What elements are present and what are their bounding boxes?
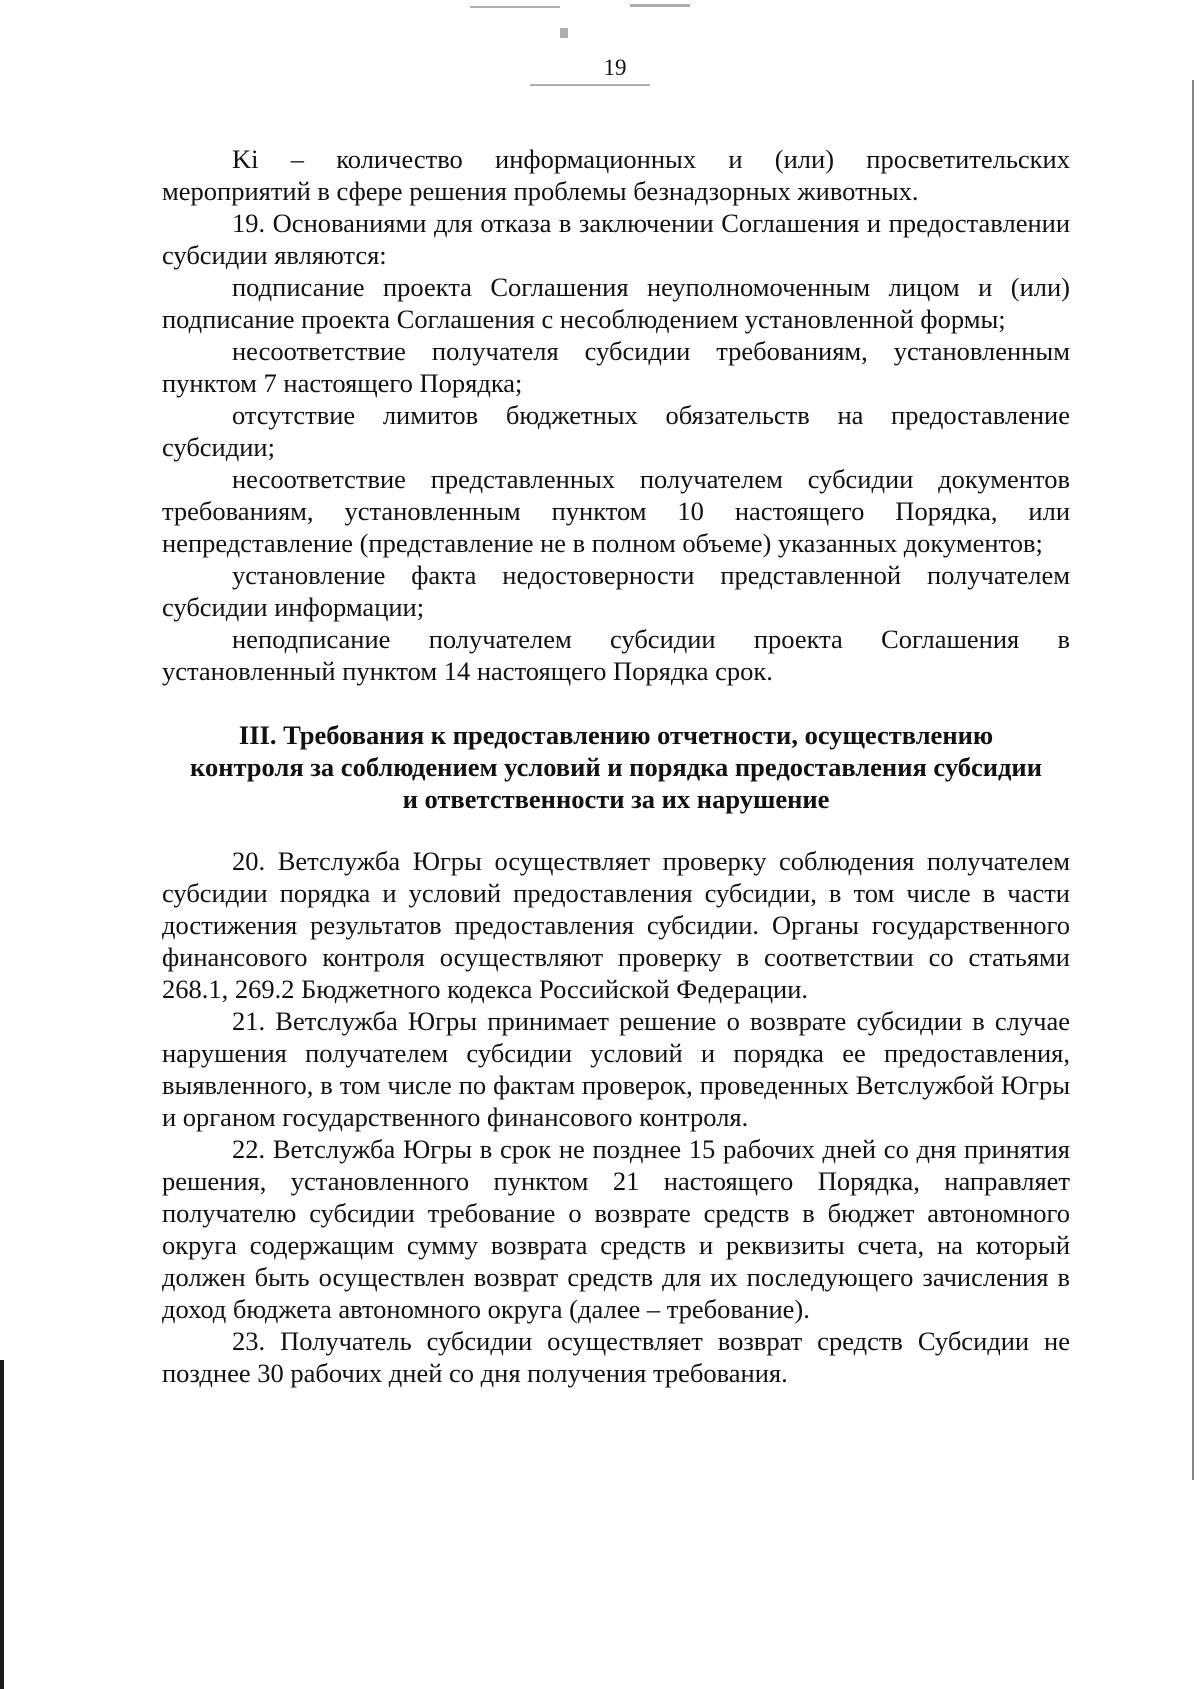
paragraph-20: 20. Ветслужба Югры осуществляет проверку соблюдения получателем субсидии порядка и условий предоставления субсидии, в том числе в части достижения результатов предоставления субсидии. Органы государственного финансового контроля осуществляют проверку в соответствии со статьями 268.1, 269.2 Бюджетного кодекса Российской Федерации. [162, 846, 1070, 1004]
section-heading-line: III. Требования к предоставлению отчетности, осуществлению [238, 720, 994, 750]
section-heading-line: и ответственности за их нарушение [402, 784, 830, 814]
paragraph-19: 19. Основаниями для отказа в заключении Соглашения и предоставлении субсидии являются: [162, 208, 1070, 270]
paragraph-refusal-reason: подписание проекта Соглашения неуполномоченным лицом и (или) подписание проекта Соглашения с несоблюдением установленной формы; [162, 272, 1070, 334]
scan-edge-right [1192, 80, 1194, 1480]
paragraph-ki-definition: Ki – количество информационных и (или) просветительских мероприятий в сфере решения проблемы безнадзорных животных. [162, 144, 1070, 206]
section-heading [162, 719, 1070, 815]
scan-speck [560, 28, 568, 38]
scan-edge-left [0, 1360, 4, 1689]
paragraph-refusal-reason: неподписание получателем субсидии проекта Соглашения в установленный пунктом 14 настоящего Порядка срок. [162, 624, 1070, 686]
scan-speck [630, 4, 690, 7]
paragraph-refusal-reason: установление факта недостоверности представленной получателем субсидии информации; [162, 560, 1070, 622]
scan-speck [470, 6, 560, 8]
section-heading-line: контроля за соблюдением условий и порядка предоставления субсидии [190, 752, 1042, 782]
paragraph-23: 23. Получатель субсидии осуществляет возврат средств Субсидии не позднее 30 рабочих дней со дня получения требования. [162, 1326, 1070, 1388]
page-number: 19 [603, 55, 627, 80]
paragraph-21: 21. Ветслужба Югры принимает решение о возврате субсидии в случае нарушения получателем субсидии условий и порядка ее предоставления, выявленного, в том числе по фактам проверок, проведенных Ветслужбой Югры и органом государственного финансового контроля. [162, 1006, 1070, 1132]
paragraph-22: 22. Ветслужба Югры в срок не позднее 15 рабочих дней со дня принятия решения, установленного пунктом 21 настоящего Порядка, направляет получателю субсидии требование о возврате средств в бюджет автономного округа содержащим сумму возврата средств и реквизиты счета, на который должен быть осуществлен возврат средств для их последующего зачисления в доход бюджета автономного округа (далее – требование). [162, 1134, 1070, 1324]
paragraph-refusal-reason: несоответствие представленных получателем субсидии документов требованиям, установленным пунктом 10 настоящего Порядка, или непредставление (представление не в полном объеме) указанных документов; [162, 464, 1070, 558]
paragraph-refusal-reason: отсутствие лимитов бюджетных обязательств на предоставление субсидии; [162, 400, 1070, 462]
document-body [162, 143, 1070, 1389]
paragraph-refusal-reason: несоответствие получателя субсидии требованиям, установленным пунктом 7 настоящего Порядка; [162, 336, 1070, 398]
scan-speck [530, 84, 650, 86]
